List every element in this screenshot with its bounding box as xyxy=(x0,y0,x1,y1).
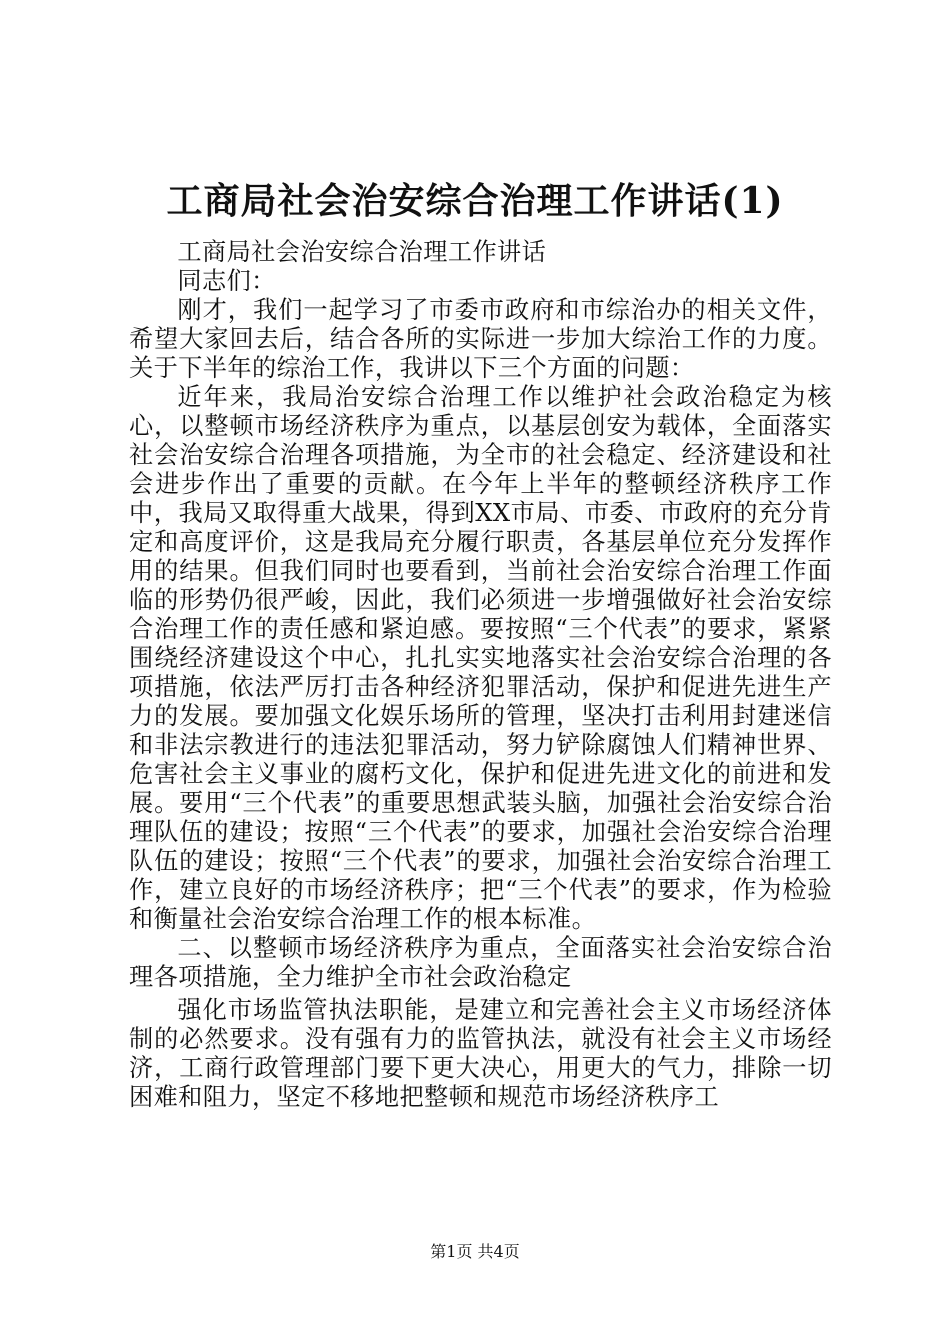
document-title: 工商局社会治安综合治理工作讲话(1) xyxy=(166,180,784,222)
page-number-footer: 第1页 共4页 xyxy=(430,1242,520,1261)
document-body xyxy=(129,238,832,1112)
paragraph-section-one: 近年来，我局治安综合治理工作以维护社会政治稳定为核心，以整顿市场经济秩序为重点，以基层创安为载体，全面落实社会治安综合治理各项措施，为全市的社会稳定、经济建设和社会进步作出了重要的贡献。在今年上半年的整顿经济秩序工作中，我局又取得重大战果，得到XX市局、市委、市政府的充分肯定和高度评价，这是我局充分履行职责，各基层单位充分发挥作用的结果。但我们同时也要看到，当前社会治安综合治理工作面临的形势仍很严峻，因此，我们必须进一步增强做好社会治安综合治理工作的责任感和紧迫感。要按照“三个代表”的要求，紧紧围绕经济建设这个中心，扎扎实实地落实社会治安综合治理的各项措施，依法严厉打击各种经济犯罪活动，保护和促进先进生产力的发展。要加强文化娱乐场所的管理，坚决打击利用封建迷信和非法宗教进行的违法犯罪活动，努力铲除腐蚀人们精神世界、危害社会主义事业的腐朽文化，保护和促进先进文化的前进和发展。要用“三个代表”的重要思想武装头脑，加强社会治安综合治理队伍的建设；按照“三个代表”的要求，加强社会治安综合治理队伍的建设；按照“三个代表”的要求，加强社会治安综合治理工作，建立良好的市场经济秩序；把“三个代表”的要求，作为检验和衡量社会治安综合治理工作的根本标准。 xyxy=(129,383,832,933)
paragraph-section-two-heading: 二、以整顿市场经济秩序为重点，全面落实社会治安综合治理各项措施，全力维护全市社会政治稳定 xyxy=(129,934,832,991)
paragraph-salutation: 同志们： xyxy=(177,267,276,295)
paragraph-intro: 刚才，我们一起学习了市委市政府和市综治办的相关文件，希望大家回去后，结合各所的实际进一步加大综治工作的力度。关于下半年的综治工作，我讲以下三个方面的问题： xyxy=(129,296,832,382)
paragraph-section-two-body: 强化市场监管执法职能，是建立和完善社会主义市场经济体制的必然要求。没有强有力的监管执法，就没有社会主义市场经济，工商行政管理部门要下更大决心，用更大的气力，排除一切困难和阻力，坚定不移地把整顿和规范市场经济秩序工 xyxy=(129,996,832,1111)
paragraph-heading-repeat: 工商局社会治安综合治理工作讲话 xyxy=(177,238,547,266)
